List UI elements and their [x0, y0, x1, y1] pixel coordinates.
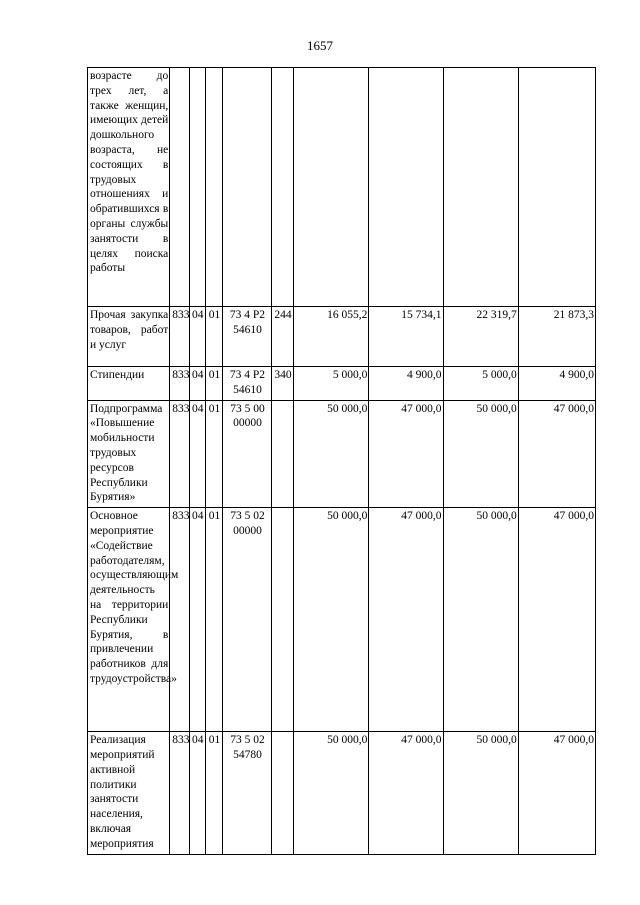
- target-code-cell: [223, 732, 272, 854]
- row-name-cell: Подпрограмма «Повышение мобильности трудовых ресурсов Республики Бурятия»: [88, 400, 170, 508]
- page-number: 1657: [307, 38, 333, 53]
- value-cell-4: [518, 68, 595, 307]
- value-cell-1: [294, 68, 369, 307]
- row-name-cell: возрасте до трех лет, а также женщин, имеющих детей дошкольного возраста, не состоящих в трудовых отношениях и обратившихся в органы службы занятости в целях поиска работы: [88, 68, 170, 307]
- section-cell: 04: [189, 732, 205, 854]
- target-code-cell: [223, 307, 272, 367]
- expense-type-cell: [271, 732, 293, 854]
- value-cell-3: 50 000,0: [443, 732, 518, 854]
- value-cell-4: 4 900,0: [518, 367, 595, 401]
- target-code-line2: 00000: [233, 524, 262, 537]
- value-cell-1: 50 000,0: [294, 732, 369, 854]
- value-cell-1: 16 055,2: [294, 307, 369, 367]
- value-cell-4: 47 000,0: [518, 732, 595, 854]
- table-row: [88, 732, 596, 854]
- value-cell-3: 50 000,0: [443, 400, 518, 508]
- expense-type-cell: 244: [271, 307, 293, 367]
- ministry-cell: 833: [170, 307, 189, 367]
- target-code-line1: 73 4 Р2: [229, 369, 266, 381]
- subsection-cell: [205, 68, 222, 307]
- target-code-cell: [223, 367, 272, 401]
- row-name-cell: Стипендии: [88, 367, 170, 401]
- subsection-cell: 01: [205, 307, 222, 367]
- ministry-cell: [170, 68, 189, 307]
- target-code-line1: 73 5 02: [230, 510, 265, 523]
- section-cell: 04: [189, 508, 205, 732]
- section-cell: 04: [189, 400, 205, 508]
- value-cell-2: 15 734,1: [369, 307, 443, 367]
- subsection-cell: 01: [205, 508, 222, 732]
- target-code-cell: [223, 508, 272, 732]
- row-name-cell: Реализация мероприятий активной политики занятости населения, включая мероприятия: [88, 732, 170, 854]
- ministry-cell: 833: [170, 732, 189, 854]
- value-cell-3: 22 319,7: [443, 307, 518, 367]
- table-row: [88, 307, 596, 367]
- value-cell-1: 5 000,0: [294, 367, 369, 401]
- target-code-line1: 73 5 02: [230, 734, 265, 747]
- value-cell-2: 47 000,0: [369, 400, 443, 508]
- value-cell-2: [369, 68, 443, 307]
- target-code-line2: 54780: [233, 748, 262, 761]
- subsection-cell: 01: [205, 367, 222, 401]
- section-cell: 04: [189, 307, 205, 367]
- ministry-cell: 833: [170, 508, 189, 732]
- target-code-cell: [223, 400, 272, 508]
- expense-type-cell: [271, 68, 293, 307]
- target-code-line2: 54610: [233, 323, 262, 336]
- value-cell-4: 47 000,0: [518, 508, 595, 732]
- table-row: [88, 367, 596, 401]
- value-cell-2: 47 000,0: [369, 508, 443, 732]
- budget-table: [87, 67, 596, 855]
- target-code-cell: [223, 68, 272, 307]
- target-code-line2: 00000: [233, 417, 262, 430]
- subsection-cell: 01: [205, 400, 222, 508]
- row-name-cell: Основное мероприятие «Содействие работодателям, осуществляющим деятельность на территории Республики Бурятия, в привлечении работников для трудоустройства»: [88, 508, 170, 732]
- target-code-line1: 73 5 00: [230, 402, 265, 415]
- section-cell: [189, 68, 205, 307]
- subsection-cell: 01: [205, 732, 222, 854]
- value-cell-4: 21 873,3: [518, 307, 595, 367]
- value-cell-4: 47 000,0: [518, 400, 595, 508]
- expense-type-cell: [271, 508, 293, 732]
- value-cell-2: 47 000,0: [369, 732, 443, 854]
- ministry-cell: 833: [170, 400, 189, 508]
- value-cell-3: 5 000,0: [443, 367, 518, 401]
- section-cell: 04: [189, 367, 205, 401]
- expense-type-cell: 340: [271, 367, 293, 401]
- value-cell-1: 50 000,0: [294, 400, 369, 508]
- value-cell-3: [443, 68, 518, 307]
- value-cell-2: 4 900,0: [369, 367, 443, 401]
- table-row: [88, 68, 596, 307]
- ministry-cell: 833: [170, 367, 189, 401]
- target-code-line1: 73 4 Р2: [229, 309, 266, 321]
- expense-type-cell: [271, 400, 293, 508]
- table-row: [88, 508, 596, 732]
- value-cell-3: 50 000,0: [443, 508, 518, 732]
- target-code-line2: 54610: [233, 383, 262, 396]
- value-cell-1: 50 000,0: [294, 508, 369, 732]
- table-row: [88, 400, 596, 508]
- row-name-cell: Прочая закупка товаров, работ и услуг: [88, 307, 170, 367]
